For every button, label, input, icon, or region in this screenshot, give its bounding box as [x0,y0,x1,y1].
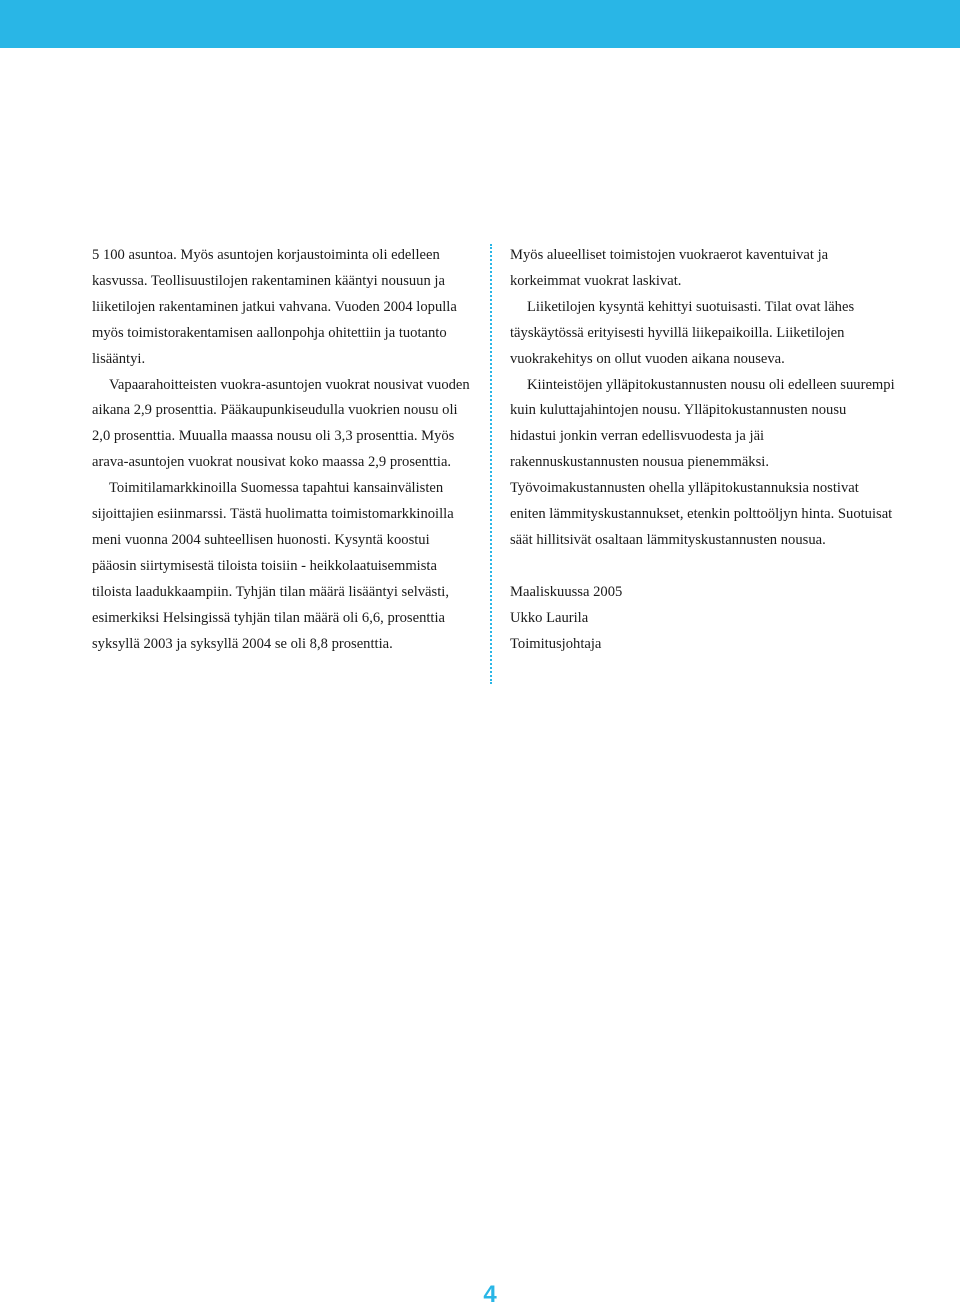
right-column [510,243,895,657]
signature-title: Toimitusjohtaja [510,635,602,652]
paragraph: Kiinteistöjen ylläpitokustannusten nousu oli edelleen suurempi kuin kuluttajahintojen nousu. Ylläpitokustannusten nousu hidastui jonkin verran edellisvuodesta ja jäi rakennuskustannusten nousua pienemmäksi. Työvoimakustannusten ohella ylläpitokustannuksia nostivat eniten lämmityskustannukset, etenkin polttoöljyn hinta. Suotuisat säät hillitsivät osaltaan lämmityskustannusten nousua. [510,376,895,548]
paragraph: Toimitilamarkkinoilla Suomessa tapahtui kansainvälisten sijoittajien esiinmarssi. Tästä huolimatta toimistomarkkinoilla meni vuonna 2004 suhteellisen huonosti. Kysyntä koostui pääosin siirtymisestä tiloista toisiin - heikkolaatuisemmista tiloista laadukkaampiin. Tyhjän tilan määrä lisääntyi selvästi, esimerkiksi Helsingissä tyhjän tilan määrä oli 6,6, prosenttia syksyllä 2003 ja syksyllä 2004 se oli 8,8 prosenttia. [92,480,454,652]
page-number: 4 [483,1281,497,1308]
signature-name: Ukko Laurila [510,609,589,626]
column-divider [490,244,492,684]
paragraph: Myös alueelliset toimistojen vuokraerot kaventuivat ja korkeimmat vuokrat laskivat. [510,247,829,289]
header-band [0,0,960,48]
left-column [92,243,477,658]
paragraph: Liiketilojen kysyntä kehittyi suotuisasti. Tilat ovat lähes täyskäytössä erityisesti hyvillä liikepaikoilla. Liiketilojen vuokrakehitys on ollut vuoden aikana nouseva. [510,298,855,367]
paragraph: 5 100 asuntoa. Myös asuntojen korjaustoiminta oli edelleen kasvussa. Teollisuustilojen rakentaminen kääntyi nousuun ja liiketilojen rakentaminen jatkui vahvana. Vuoden 2004 lopulla myös toimistorakentamisen aallonpohja ohitettiin ja tuotanto lisääntyi. [92,247,457,367]
paragraph: Vapaarahoitteisten vuokra-asuntojen vuokrat nousivat vuoden aikana 2,9 prosenttia. Pääkaupunkiseudulla vuokrien nousu oli 2,0 prosenttia. Muualla maassa nousu oli 3,3 prosenttia. Myös arava-asuntojen vuokrat nousivat koko maassa 2,9 prosenttia. [92,376,470,471]
signature-date: Maaliskuussa 2005 [510,583,623,600]
